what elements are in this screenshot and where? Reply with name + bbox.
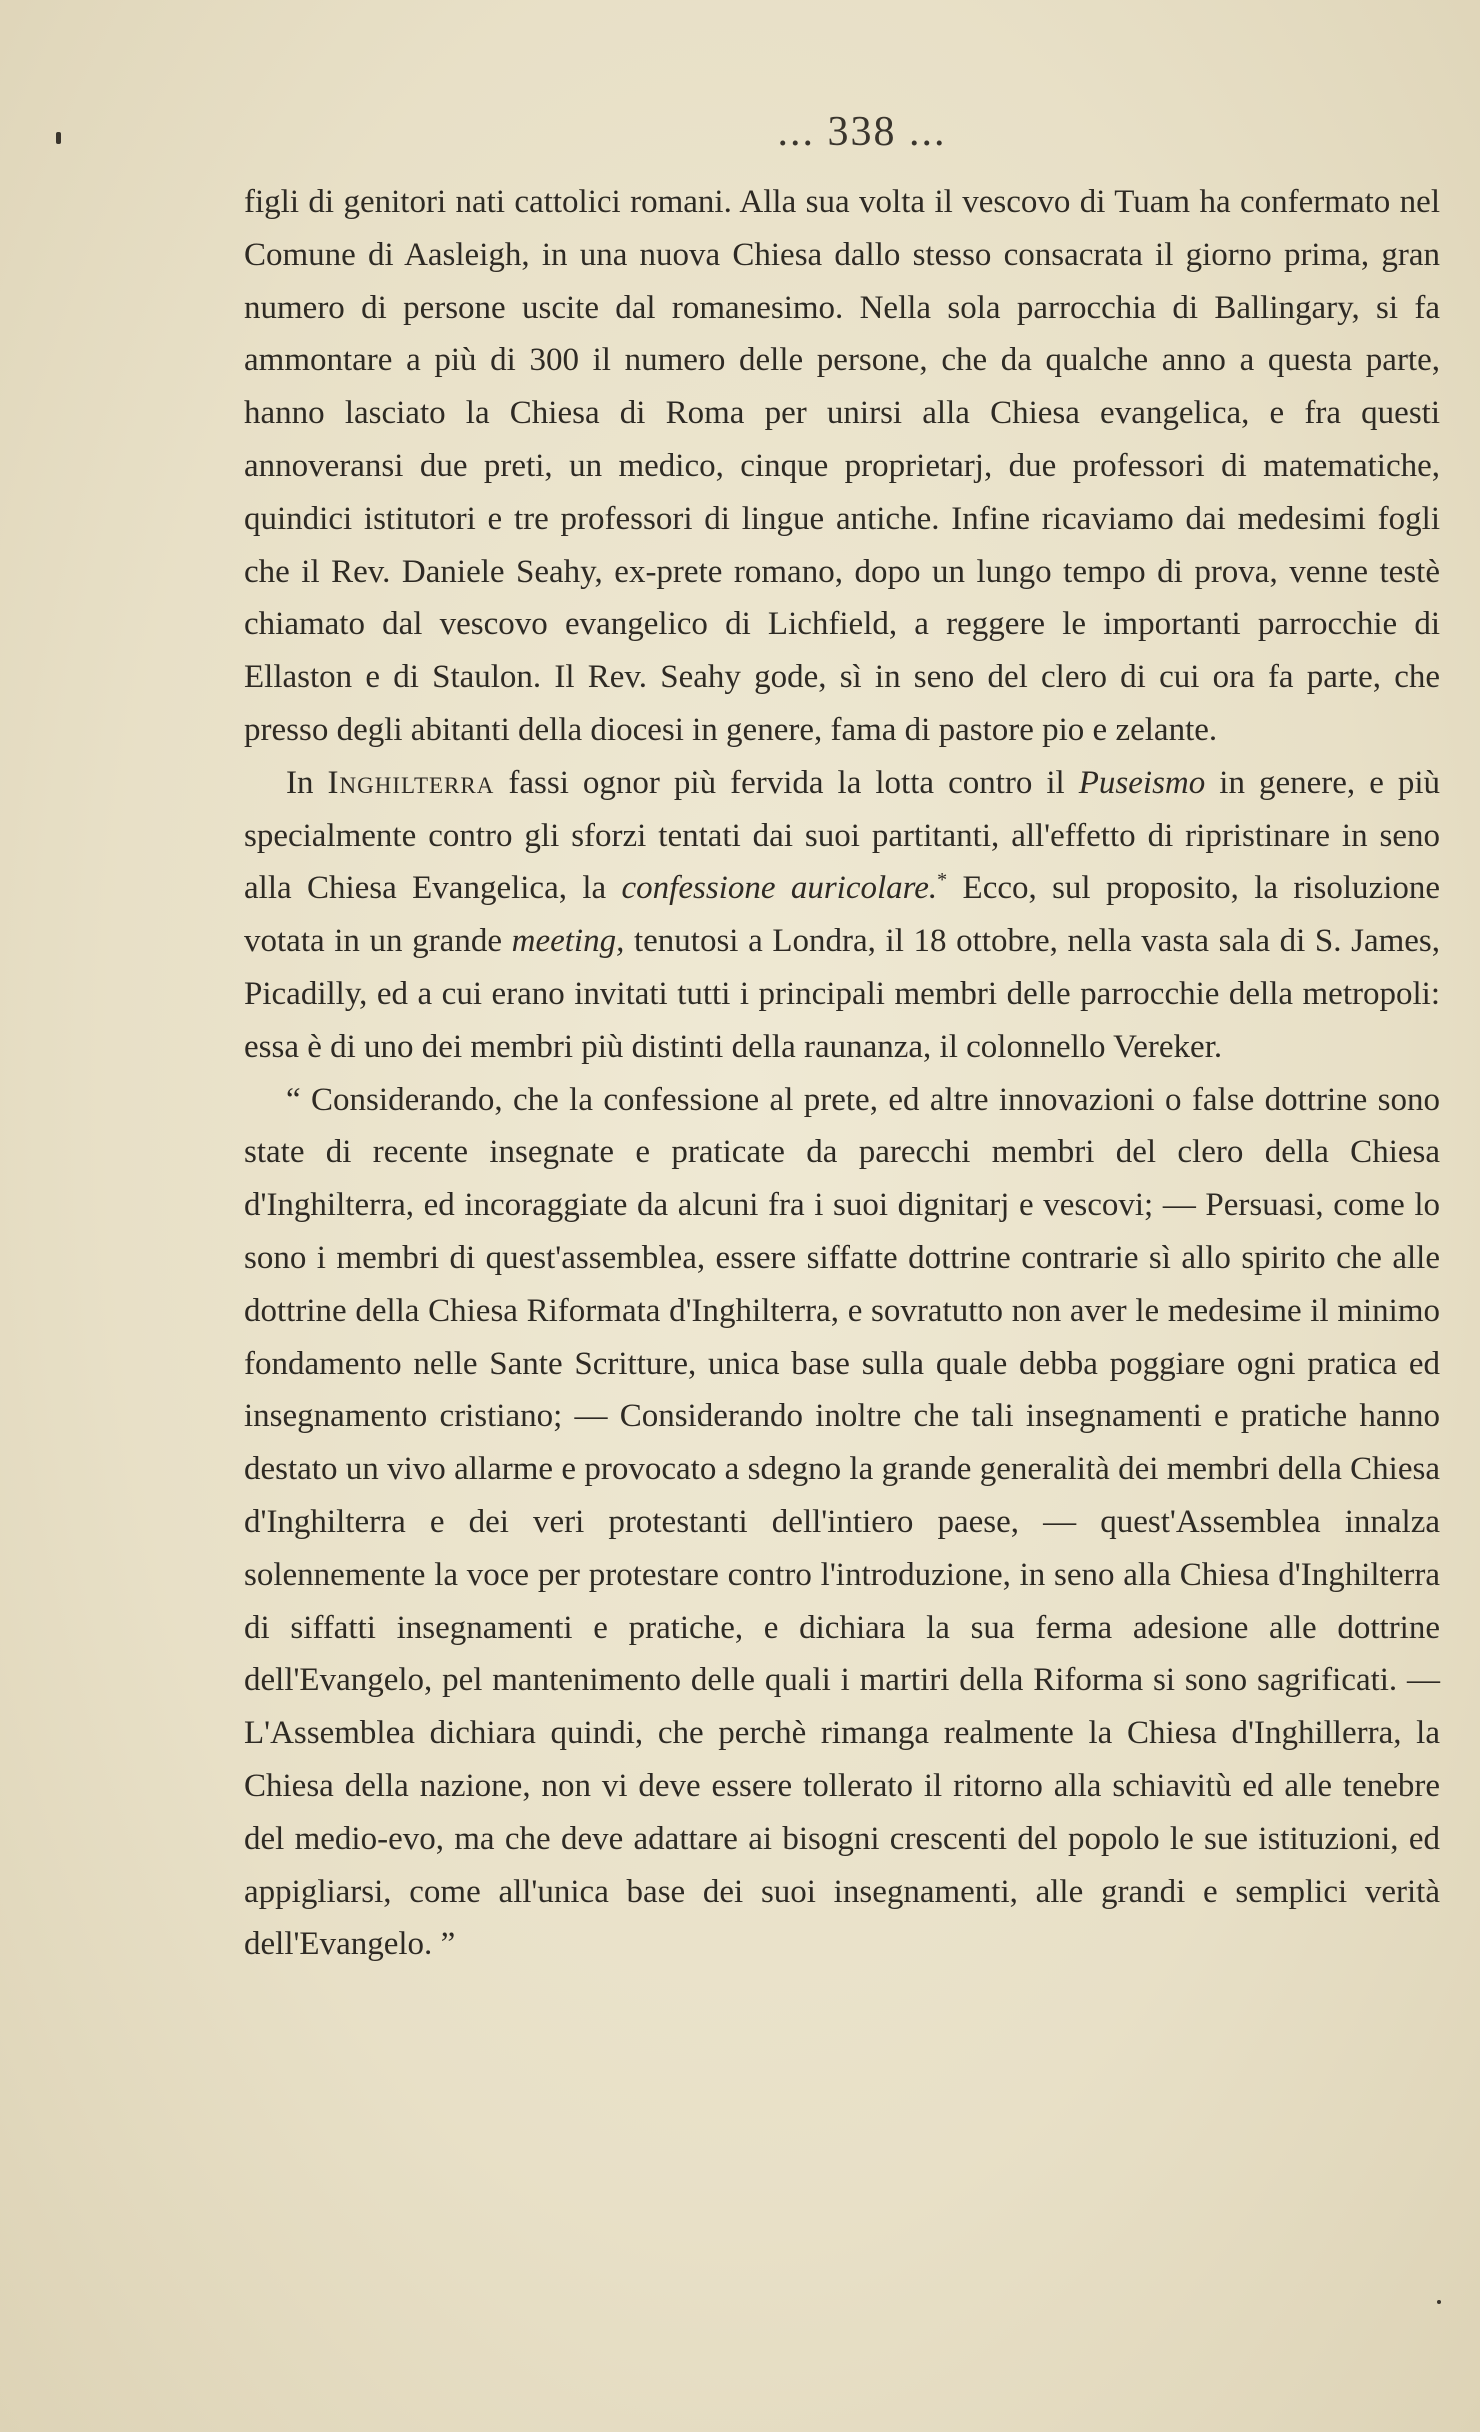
ink-speck — [56, 132, 61, 144]
ink-speck — [1437, 2300, 1441, 2304]
footnote-mark: * — [937, 869, 948, 892]
country-name: Inghilterra — [327, 764, 495, 801]
close-quote: ” — [432, 1926, 456, 1963]
paragraph-england-text-1: fassi ognor più fervida la lotta contro il — [508, 764, 1065, 801]
paragraph-resolution — [244, 1074, 1440, 1972]
paragraph-england-text-4: tenutosi a Londra, il 18 ottobre, nella vasta sala di S. James, Picadilly, ed a cui erano invitati tutti i principali membri delle parrocchie della metropoli: essa è di uno dei membri più distinti della raunanza, il colonnello Vereker. — [244, 923, 1441, 1065]
term-puseismo: Puseismo — [1078, 764, 1206, 801]
paragraph-ireland: figli di genitori nati cattolici romani. Alla sua volta il vescovo di Tuam ha confermato nel Comune di Aasleigh, in una nuova Chiesa dallo stesso consacrata il giorno prima, gran numero di persone uscite dal romanesimo. Nella sola parrocchia di Ballingary, si fa ammontare a più di 300 il numero delle persone, che da qualche anno a questa parte, hanno lasciato la Chiesa di Roma per unirsi alla Chiesa evangelica, e fra questi annoveransi due preti, un medico, cinque proprietarj, due professori di matematiche, quindici istitutori e tre professori di lingue antiche. Infine ricaviamo dai medesimi fogli che il Rev. Daniele Seahy, ex-prete romano, dopo un lungo tempo di prova, venne testè chiamato dal vescovo evangelico di Lichfield, a reggere le importanti parrocchie di Ellaston e di Staulon. Il Rev. Seahy gode, sì in seno del clero di cui ora fa parte, che presso degli abitanti della diocesi in genere, fama di pastore pio e zelante. — [244, 184, 1440, 748]
page-number: ... 338 ... — [777, 109, 947, 155]
term-confessione: confessione auricolare. — [621, 870, 938, 907]
paragraph-england-text-2: in genere, e più specialmente contro gli sforzi tentati dai suoi partitanti, all'effetto di ripristinare in seno alla Chiesa Evangelica, la — [244, 764, 1441, 907]
open-quote: “ — [286, 1081, 301, 1118]
paragraph-england — [244, 757, 1440, 1074]
resolution-text: Considerando, che la confessione al prete, ed altre innovazioni o false dottrine sono state di recente insegnate e praticate da parecchi membri del clero della Chiesa d'Inghilterra, ed incoraggiate da alcuni fra i suoi dignitarj e vescovi; — Persuasi, come lo sono i membri di quest'assemblea, essere siffatte dottrine contrarie sì allo spirito che alle dottrine della Chiesa Riformata d'Inghilterra, e sovratutto non aver le medesime il minimo fondamento nelle Sante Scritture, unica base sulla quale debba poggiare ogni pratica ed insegnamento cristiano; — Considerando inoltre che tali insegnamenti e pratiche hanno destato un vivo allarme e provocato a sdegno la grande generalità dei membri della Chiesa d'Inghilterra e dei veri protestanti dell'intiero paese, — quest'Assemblea innalza solennemente la voce per protestare contro l'introduzione, in seno alla Chiesa d'Inghilterra di siffatti insegnamenti e pratiche, e dichiara la sua ferma adesione alle dottrine dell'Evangelo, pel mantenimento delle quali i martiri della Riforma si sono sagrificati. — L'Assemblea dichiara quindi, che perchè rimanga realmente la Chiesa d'Inghillerra, la Chiesa della nazione, non vi deve essere tollerato il ritorno alla schiavitù ed alle tenebre del medio-evo, ma che deve adattare ai bisogni crescenti del popolo le sue istituzioni, ed appigliarsi, come all'unica base dei suoi insegnamenti, alle grandi e semplici verità dell'Evangelo. — [244, 1081, 1440, 1963]
body-text — [244, 176, 1440, 1971]
lead-word: In — [286, 764, 314, 801]
term-meeting: meeting, — [511, 923, 625, 960]
paragraph-england-text-3: Ecco, sul proposito, la risoluzione votata in un grande — [244, 870, 1441, 960]
book-page — [244, 108, 1440, 1971]
